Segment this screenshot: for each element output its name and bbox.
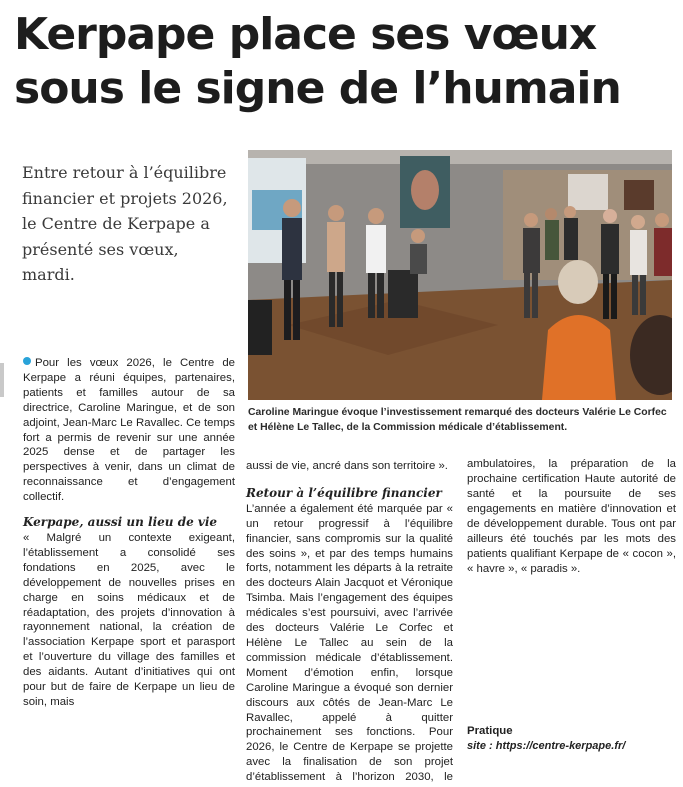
bullet-dot-icon bbox=[23, 357, 31, 365]
headline-line-1: Kerpape place ses vœux bbox=[14, 9, 597, 60]
section-2-continued bbox=[467, 459, 676, 712]
photo-caption: Caroline Maringue évoque l’investissement remarqué des docteurs Valérie Le Corfec et Hélène Le Tallec, de la Commission médicale d’établissement. bbox=[248, 407, 667, 433]
photo-illustration bbox=[248, 150, 672, 400]
section-2-body: L’année a également été marquée par « un retour progressif à l’équilibre financier, sans compromis sur la qualité des soins », et par des temps humains forts, notamment les départs à la retraite des docteurs Alain Jacquot et Véronique Tsimba. Mais l’engagement des équipes médicales s’est poursuivi, avec l’arrivée des docteurs Valérie Le Corfec et Hélène Le Tallec au sein de la commission médicale d’établissement. Moment d’émotion enfin, lorsque Caroline Maringue a évoqué son dernier discours aux côtés de Jean-Marc Le Ravallec, appelé à quitter prochainement ses fonctions. Pour 2026, le Centre de Kerpape se projette avec la finalisation de son projet d’établissement à l’horizon 2030, le bbox=[246, 502, 453, 784]
intro-text: Pour les vœux 2026, le Centre de Kerpape a réuni équipes, partenaires, patients et familles autour de sa directrice, Caroline Maringue, et de son adjoint, Jean-Marc Le Ravallec. Ce temps fort a permis de revenir sur une année 2025 dense et de partager les perspectives à venir, dans un climat de reconnaissance et d’engagement collectif. bbox=[23, 357, 235, 504]
section-1-end: aussi de vie, ancré dans son territoire ». bbox=[246, 460, 448, 472]
section-2-title: Retour à l’équilibre financier bbox=[246, 485, 442, 500]
headline-line-2: sous le signe de l’humain bbox=[14, 63, 621, 114]
page-edge-marker bbox=[0, 363, 4, 397]
column-1 bbox=[23, 356, 235, 710]
section-1-title: Kerpape, aussi un lieu de vie bbox=[23, 515, 218, 530]
pratique-title: Pratique bbox=[467, 725, 513, 737]
column-3 bbox=[467, 459, 676, 754]
section-2-continued-text: ambulatoires, la préparation de la prochaine certification Haute autorité de santé et la poursuite de ses engagements en matière d’innovation et de développement durable. Tous ont par ailleurs été touchés par les mots des patients qualifiant Kerpape de « cocon », « havre », « paradis ». bbox=[467, 459, 676, 575]
article-lead: Entre retour à l’équilibre financier et projets 2026, le Centre de Kerpape a présenté ses vœux, mardi. bbox=[22, 163, 228, 284]
section-1-body: « Malgré un contexte exigeant, l’établissement a consolidé ses fondations en 2025, avec le développement de nouvelles prises en charge en soins médicaux et de réadaptation, des projets d’innovation à rayonnement national, la création de l’association Kerpape sport et parasport et l’ouverture du village des familles et des aidants. Autant d’initiatives qui ont pour but de faire de Kerpape un lieu de soin, mais bbox=[23, 531, 235, 708]
article-headline bbox=[14, 8, 674, 116]
intro-paragraph bbox=[23, 356, 235, 505]
website-link[interactable]: site : https://centre-kerpape.fr/ bbox=[467, 739, 626, 752]
column-2 bbox=[246, 459, 453, 787]
article-photo bbox=[248, 150, 672, 400]
